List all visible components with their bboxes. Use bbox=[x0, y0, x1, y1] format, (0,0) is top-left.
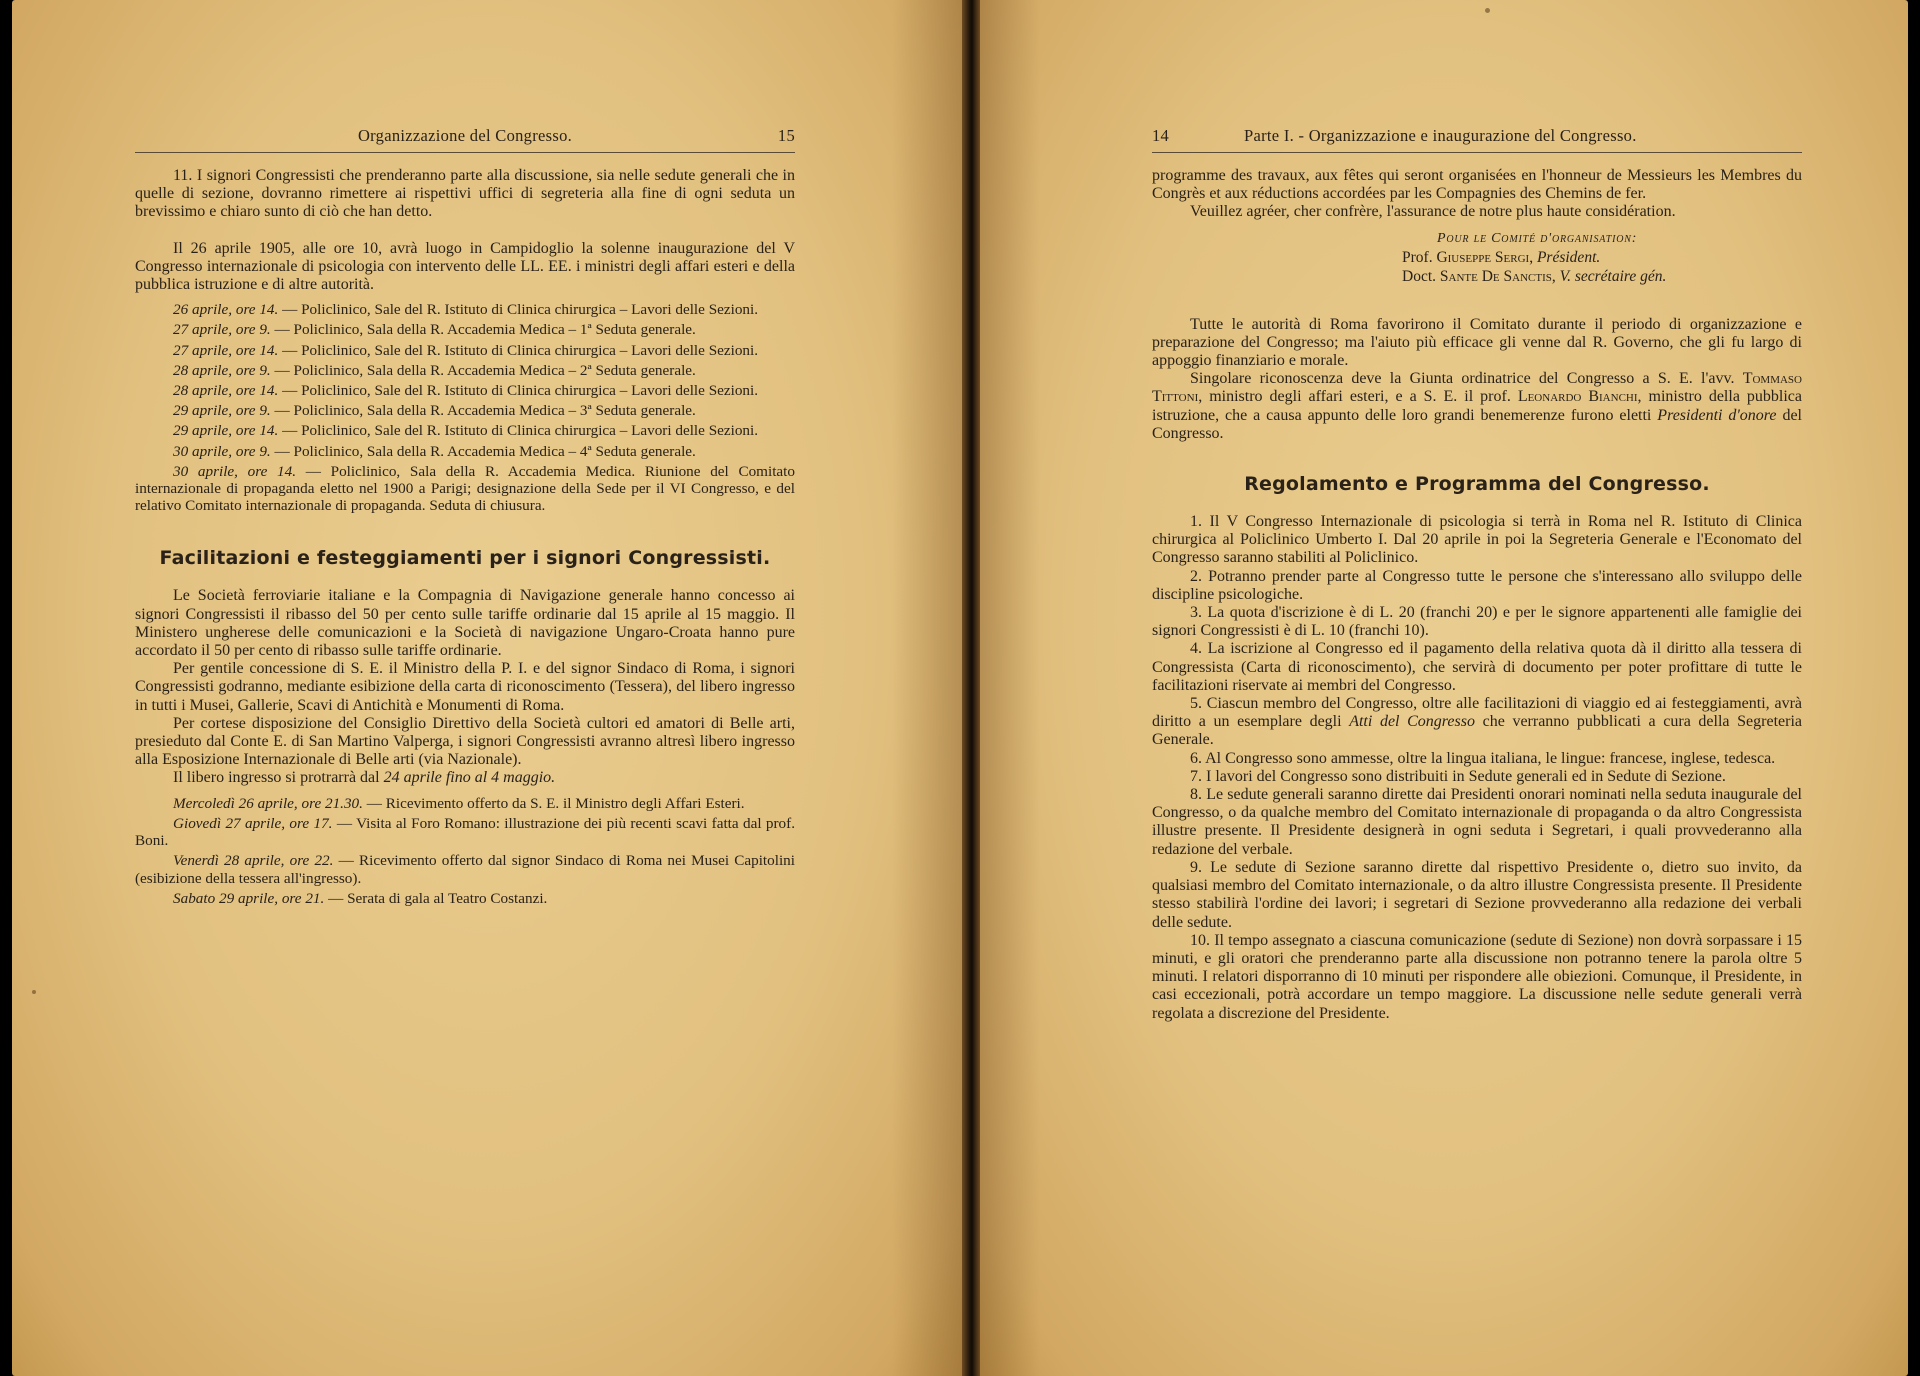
left-page-number: 15 bbox=[777, 126, 795, 145]
free-entry-paragraph bbox=[135, 769, 795, 787]
left-running-title: Organizzazione del Congresso. bbox=[357, 126, 573, 145]
schedule-what: — Policlinico, Sale del R. Istituto di Clinica chirurgica – Lavori delle Sezioni. bbox=[282, 301, 759, 319]
left-running-head bbox=[135, 122, 795, 153]
schedule-item bbox=[135, 382, 795, 399]
facilitazioni-heading: Facilitazioni e festeggiamenti per i signori Congressisti. bbox=[159, 547, 771, 570]
schedule-what: — Policlinico, Sala della R. Accademia Medica. Riunione del Comitato internazionale di propaganda eletto nel 1900 a Parigi; designazione della Sede per il VI Congresso, e del relativo Comitato internazionale di propaganda. Seduta di chiusura. bbox=[135, 462, 795, 515]
schedule-item bbox=[135, 402, 795, 419]
events-list bbox=[135, 795, 795, 907]
event-what: — Visita al Foro Romano: illustrazione dei più recenti scavi fatta dal prof. Boni. bbox=[135, 814, 795, 850]
schedule-what: — Policlinico, Sala della R. Accademia Medica – 3ª Seduta generale. bbox=[274, 402, 696, 420]
signature-sergi: Prof. Giuseppe Sergi, Président. bbox=[1402, 248, 1601, 266]
signature-role: V. secrétaire gén. bbox=[1559, 267, 1667, 285]
railway-discount-paragraph: Le Società ferroviarie italiane e la Compagnia di Navigazione generale hanno concesso ai signori Congressisti il ribasso del 50 per cento sulle tariffe ordinarie dal 15 aprile al 15 maggio. Il Ministero ungherese delle comunicazioni e la Società di navigazione Ungaro-Croata hanno pure accordato il 50 per cento di ribasso sulle tariffe ordinarie. bbox=[135, 587, 795, 660]
schedule-when: 26 aprile, ore 14. bbox=[173, 301, 279, 319]
event-what: — Ricevimento offerto dal signor Sindaco di Roma nei Musei Capitolini (esibizione della tessera all'ingresso). bbox=[135, 852, 795, 887]
schedule-when: 29 aprile, ore 14. bbox=[173, 422, 279, 440]
schedule-item bbox=[135, 301, 795, 318]
schedule-when: 27 aprile, ore 9. bbox=[173, 321, 271, 339]
rule-item: 9. Le sedute di Sezione saranno dirette dal rispettivo Presidente o, dietro suo invito, da qualsiasi membro del Comitato internazionale, o da altro illustre Congressista presente. Il Presidente stesso stabilirà l'ordine dei lavori; i segretari di Sezione provvederanno alla redazione dei verbali delle sedute. bbox=[1152, 858, 1802, 931]
schedule-item bbox=[135, 463, 795, 515]
rule-item bbox=[1152, 695, 1802, 750]
ink-speck bbox=[32, 990, 36, 994]
authorities-paragraph: Tutte le autorità di Roma favorirono il Comitato durante il periodo di organizzazione e preparazione del Congresso; ma l'aiuto più efficace gli venne dal R. Governo, che gli fu largo di appoggio finanziario e morale. bbox=[1152, 315, 1802, 370]
free-entry-prefix: Il libero ingresso si protrarrà dal bbox=[173, 769, 384, 787]
right-page bbox=[980, 0, 1908, 1376]
schedule-item bbox=[135, 342, 795, 359]
schedule-when: 30 aprile, ore 14. bbox=[173, 462, 297, 480]
event-when: Venerdì 28 aprile, ore 22. bbox=[173, 852, 334, 870]
schedule-what: — Policlinico, Sala della R. Accademia Medica – 2ª Seduta generale. bbox=[274, 361, 696, 379]
gratitude-text: , ministro degli affari esteri, e a S. E. il prof. bbox=[1198, 388, 1518, 406]
right-page-text-column bbox=[1152, 122, 1802, 1023]
rule-item: 7. I lavori del Congresso sono distribuiti in Sedute generali ed in Sedute di Sezione. bbox=[1190, 767, 1726, 785]
french-letter-continuation: programme des travaux, aux fêtes qui seront organisées en l'honneur de Messieurs les Membres du Congrès et aux réductions accordées par les Compagnies des Chemins de fer. bbox=[1152, 167, 1802, 203]
event-what: — Serata di gala al Teatro Costanzi. bbox=[328, 889, 548, 907]
presidenti-onore: Presidenti d'onore bbox=[1657, 406, 1777, 424]
right-running-head bbox=[1152, 122, 1802, 153]
rule-text: che verranno pubblicati a cura della Segreteria Generale. bbox=[1152, 713, 1803, 749]
event-item bbox=[135, 815, 795, 849]
signature-name: Sante De Sanctis bbox=[1439, 267, 1552, 285]
rule-item: 1. Il V Congresso Internazionale di psicologia si terrà in Roma nel R. Istituto di Clinica chirurgica al Policlinico Umberto I. Dal 20 aprile in poi la Segreteria Generale e l'Economato del Congresso saranno stabiliti al Policlinico. bbox=[1152, 513, 1802, 567]
gratitude-text: Singolare riconoscenza deve la Giunta ordinatrice del Congresso a S. E. l'avv. bbox=[1190, 370, 1743, 388]
left-page-text-column bbox=[135, 122, 795, 910]
rule-item: 8. Le sedute generali saranno dirette dai Presidenti onorari nominati nella seduta inaugurale del Congresso, o da qualche membro del Comitato internazionale di propaganda o da altro Congressista illustre presente. Il Presidente designerà in ogni seduta i Segretari, i quali provvederanno alla redazione del verbale. bbox=[1152, 786, 1802, 858]
schedule-when: 28 aprile, ore 14. bbox=[173, 382, 279, 400]
inauguration-paragraph: Il 26 aprile 1905, alle ore 10, avrà luogo in Campidoglio la solenne inaugurazione del V Congresso internazionale di psicologia con intervento delle LL. EE. i ministri degli affari esteri e della pubblica istruzione e di altre autorità. bbox=[135, 239, 795, 294]
ink-speck bbox=[1485, 8, 1490, 13]
gratitude-text: del Congresso. bbox=[1152, 406, 1803, 442]
left-page bbox=[12, 0, 962, 1376]
schedule-when: 30 aprile, ore 9. bbox=[173, 442, 271, 460]
signature-de-sanctis: Doct. Sante De Sanctis, V. secrétaire gén. bbox=[1402, 267, 1667, 285]
signature-header: Pour le Comité d'organisation: bbox=[1437, 230, 1638, 246]
signature-title: Prof. bbox=[1402, 248, 1437, 266]
schedule-what: — Policlinico, Sala della R. Accademia Medica – 1ª Seduta generale. bbox=[274, 321, 696, 339]
rule-item: 4. La iscrizione al Congresso ed il pagamento della relativa quota dà il diritto alla tessera di Congressista (Carta di riconoscimento), che servirà di documento per poter profittare di tutte le facilitazioni riservate ai membri del Congresso. bbox=[1152, 640, 1802, 694]
schedule-item bbox=[135, 422, 795, 439]
rule-item: 2. Potranno prender parte al Congresso tutte le persone che s'interessano allo sviluppo delle discipline psicologiche. bbox=[1152, 567, 1802, 603]
signature-title: Doct. bbox=[1402, 267, 1440, 285]
name-tittoni: Tommaso Tittoni bbox=[1152, 370, 1802, 406]
right-running-title: Parte I. - Organizzazione e inaugurazione del Congresso. bbox=[1244, 126, 1637, 145]
event-when: Sabato 29 aprile, ore 21. bbox=[173, 889, 325, 907]
schedule-what: — Policlinico, Sale del R. Istituto di Clinica chirurgica – Lavori delle Sezioni. bbox=[282, 341, 759, 359]
name-bianchi: Leonardo Bianchi bbox=[1517, 388, 1638, 406]
gratitude-paragraph bbox=[1152, 370, 1802, 443]
schedule-what: — Policlinico, Sala della R. Accademia Medica – 4ª Seduta generale. bbox=[274, 442, 696, 460]
museums-paragraph: Per gentile concessione di S. E. il Ministro della P. I. e del signor Sindaco di Roma, i signori Congressisti godranno, mediante esibizione della carta di riconoscimento (Tessera), del libero ingresso in tutti i Musei, Gallerie, Scavi di Antichità e Monumenti di Roma. bbox=[135, 660, 795, 714]
right-page-number: 14 bbox=[1152, 126, 1170, 145]
rule-text: 5. Ciascun membro del Congresso, oltre alle facilitazioni di viaggio ed ai festeggiamenti, avrà diritto a un esemplare degli bbox=[1152, 695, 1802, 731]
atti-del-congresso: Atti del Congresso bbox=[1349, 713, 1475, 731]
event-when: Mercoledì 26 aprile, ore 21.30. bbox=[173, 794, 363, 812]
schedule-what: — Policlinico, Sale del R. Istituto di Clinica chirurgica – Lavori delle Sezioni. bbox=[282, 422, 759, 440]
free-entry-dates: 24 aprile fino al 4 maggio. bbox=[383, 769, 556, 787]
schedule-what: — Policlinico, Sale del R. Istituto di Clinica chirurgica – Lavori delle Sezioni. bbox=[282, 382, 759, 400]
schedule-item bbox=[135, 362, 795, 379]
event-when: Giovedì 27 aprile, ore 17. bbox=[173, 814, 333, 832]
rule-item: 10. Il tempo assegnato a ciascuna comunicazione (sedute di Sezione) non dovrà sorpassare i 15 minuti, e gli oratori che prenderanno parte alla discussione non potranno tenere la parola oltre 5 minuti. I relatori disporranno di 10 minuti per rispondere alle obiezioni. Comunque, il Presidente, in casi eccezionali, potrà accordare un tempo maggiore. La discussione nelle sedute generali verrà regolata a discrezione del Presidente. bbox=[1152, 931, 1802, 1022]
schedule-when: 29 aprile, ore 9. bbox=[173, 402, 271, 420]
signature-block bbox=[1152, 229, 1802, 286]
rule-item: 6. Al Congresso sono ammesse, oltre la lingua italiana, le lingue: francese, inglese, tedesca. bbox=[1190, 749, 1776, 767]
gratitude-text: , ministro della pubblica istruzione, che a causa appunto delle loro grandi benemerenze furono eletti bbox=[1152, 388, 1802, 424]
regolamento-heading: Regolamento e Programma del Congresso. bbox=[1244, 473, 1710, 496]
event-item bbox=[135, 890, 795, 907]
schedule-list bbox=[135, 301, 795, 514]
paragraph-11: 11. I signori Congressisti che prenderanno parte alla discussione, sia nelle sedute generali che in quelle di sezione, dovranno rimettere ai rispettivi uffici di segreteria alla fine di ogni seduta un brevissimo e chiaro sunto di ciò che han detto. bbox=[135, 167, 795, 221]
schedule-when: 27 aprile, ore 14. bbox=[173, 341, 279, 359]
schedule-when: 28 aprile, ore 9. bbox=[173, 361, 271, 379]
schedule-item bbox=[135, 443, 795, 460]
rule-item: 3. La quota d'iscrizione è di L. 20 (franchi 20) e per le signore appartenenti alle famiglie dei signori Congressisti è di L. 10 (franchi 10). bbox=[1152, 604, 1802, 640]
fine-arts-paragraph: Per cortese disposizione del Consiglio Direttivo della Società cultori ed amatori di Belle arti, presieduto dal Conte E. di San Martino Valperga, i signori Congressisti avranno altresì libero ingresso alla Esposizione Internazionale di Belle arti (via Nazionale). bbox=[135, 714, 795, 769]
signature-name: Giuseppe Sergi bbox=[1436, 248, 1530, 266]
french-letter-closing: Veuillez agréer, cher confrère, l'assurance de notre plus haute considération. bbox=[1190, 203, 1676, 221]
schedule-item bbox=[135, 321, 795, 338]
event-item bbox=[135, 852, 795, 886]
event-item bbox=[135, 795, 795, 812]
event-what: — Ricevimento offerto da S. E. il Ministro degli Affari Esteri. bbox=[366, 794, 745, 812]
signature-role: Président. bbox=[1536, 248, 1601, 266]
book-gutter bbox=[962, 0, 980, 1376]
